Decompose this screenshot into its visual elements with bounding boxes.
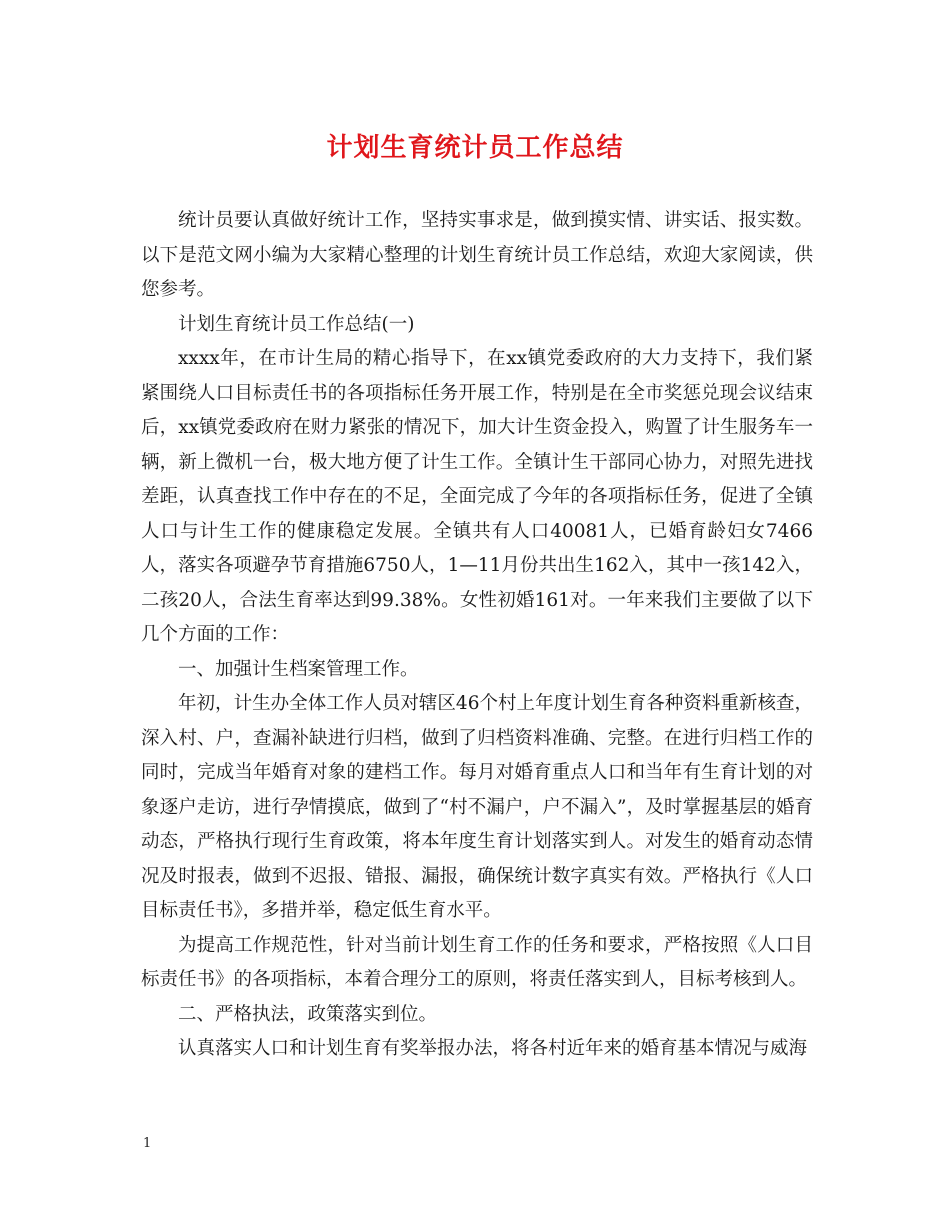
page-number: 1 <box>143 1136 152 1151</box>
overview-paragraph: xxxx年，在市计生局的精心指导下，在xx镇党委政府的大力支持下，我们紧紧围绕人口目标责任书的各项指标任务开展工作，特别是在全市奖惩兑现会议结束后，xx镇党委政府在财力紧张的情况下，加大计生资金投入，购置了计生服务车一辆，新上微机一台，极大地方便了计生工作。全镇计生干部同心协力，对照先进找差距，认真查找工作中存在的不足，全面完成了今年的各项指标任务，促进了全镇人口与计生工作的健康稳定发展。全镇共有人口40081人，已婚育龄妇女7466人，落实各项避孕节育措施6750人，1—11月份共出生162入，其中一孩142入，二孩20人，合法生育率达到99.38%。女性初婚161对。一年来我们主要做了以下几个方面的工作： <box>141 348 813 645</box>
intro-paragraph: 统计员要认真做好统计工作，坚持实事求是，做到摸实情、讲实话、报实数。以下是范文网小编为大家精心整理的计划生育统计员工作总结，欢迎大家阅读，供您参考。 <box>141 210 813 300</box>
document-title: 计划生育统计员工作总结 <box>326 133 624 163</box>
archive-paragraph: 年初，计生办全体工作人员对辖区46个村上年度计划生育各种资料重新核查，深入村、户，查漏补缺进行归档，做到了归档资料准确、完整。在进行归档工作的同时，完成当年婚育对象的建档工作。每月对婚育重点人口和当年有生育计划的对象逐户走访，进行孕情摸底，做到了“村不漏户，户不漏入”，及时掌握基层的婚育动态，严格执行现行生育政策，将本年度生育计划落实到人。对发生的婚育动态情况及时报表，做到不迟报、错报、漏报，确保统计数字真实有效。严格执行《人口目标责任书》，多措并举，稳定低生育水平。 <box>141 693 813 921</box>
enforcement-paragraph: 认真落实人口和计划生育有奖举报办法，将各村近年来的婚育基本情况与威海 <box>178 1038 808 1059</box>
section-heading-summary-one: 计划生育统计员工作总结(一) <box>178 313 415 335</box>
standardization-paragraph: 为提高工作规范性，针对当前计划生育工作的任务和要求，严格按照《人口目标责任书》的各项指标，本着合理分工的原则，将责任落实到人，目标考核到人。 <box>141 934 813 990</box>
section-heading-law-enforcement: 二、严格执法，政策落实到位。 <box>178 1003 438 1025</box>
section-heading-archive-management: 一、加强计生档案管理工作。 <box>178 658 419 680</box>
document-body <box>141 204 813 1067</box>
